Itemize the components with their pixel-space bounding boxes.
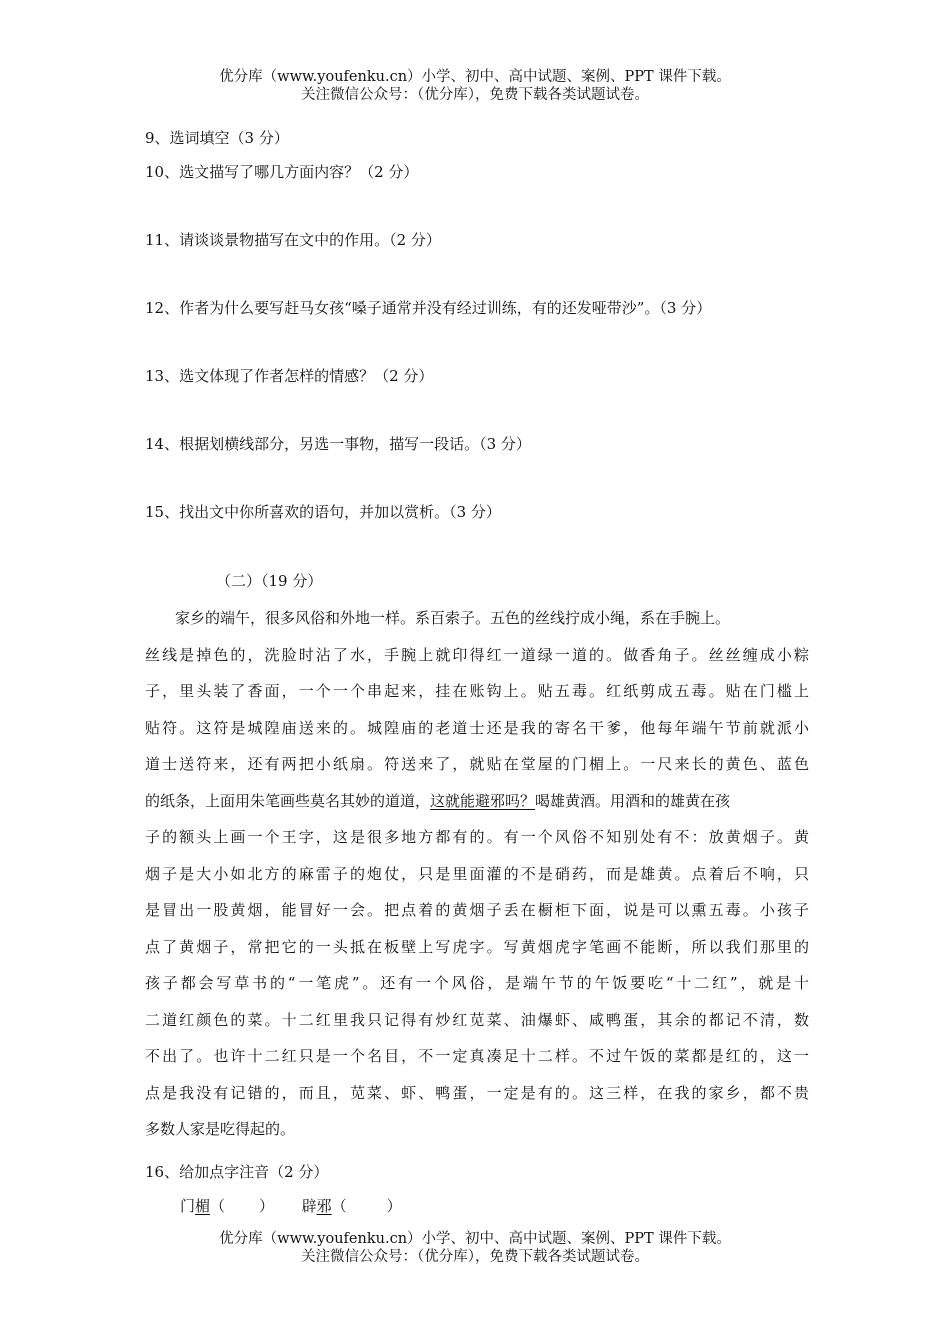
passage-line: 二道红颜色的菜。十二红里我只记得有炒红苋菜、油爆虾、咸鸭蛋，其余的都记不清，数 (145, 1010, 809, 1029)
passage-line: 不出了。也许十二红只是一个名目，不一定真凑足十二样。不过午饭的菜都是红的，这一 (145, 1047, 809, 1065)
paren-open: （ (210, 1197, 226, 1215)
dotted-char: 邪 (316, 1197, 332, 1215)
paren-close: ） (259, 1197, 275, 1215)
passage-line: 家乡的端午，很多风俗和外地一样。系百索子。五色的丝线拧成小绳，系在手腕上。 (145, 609, 731, 627)
header-line-2: 关注微信公众号：（优分库），免费下载各类试题试卷。 (301, 87, 649, 103)
question-15: 15、找出文中你所喜欢的语句，并加以赏析。（3 分） (145, 503, 501, 521)
passage-line: 子，里头装了香面，一个一个串起来，挂在账钩上。贴五毒。红纸剪成五毒。贴在门槛上 (145, 682, 809, 700)
question-13: 13、选文体现了作者怎样的情感？（2 分） (145, 367, 434, 385)
passage-line: 烟子是大小如北方的麻雷子的炮仗，只是里面灌的不是硝药，而是雄黄。点着后不响，只 (145, 864, 809, 883)
passage-line (145, 783, 809, 820)
header-line-1: 优分库（www.youfenku.cn）小学、初中、高中试题、案例、PPT 课件下载。 (219, 69, 731, 85)
dotted-char: 楣 (195, 1197, 211, 1215)
question-14: 14、根据划横线部分，另选一事物，描写一段话。（3 分） (145, 435, 531, 453)
word-char: 门 (180, 1197, 196, 1215)
underlined-phrase: 这就能避邪吗？ (430, 791, 536, 810)
word-char: 辟 (301, 1197, 317, 1215)
question-11: 11、请谈谈景物描写在文中的作用。（2 分） (145, 231, 441, 249)
question-12: 12、作者为什么要写赶马女孩“嗓子通常并没有经过训练，有的还发哑带沙”。（3 分） (145, 299, 712, 317)
paren-close: ） (386, 1197, 402, 1215)
question-9: 9、选词填空（3 分） (145, 129, 289, 147)
passage-line: 丝线是掉色的，洗脸时沾了水，手腕上就印得红一道绿一道的。做香角子。丝丝缠成小粽 (145, 645, 809, 664)
footer-line-2: 关注微信公众号：（优分库），免费下载各类试题试卷。 (301, 1249, 649, 1265)
question-10: 10、选文描写了哪几方面内容？（2 分） (145, 163, 419, 181)
paren-open: （ (331, 1197, 347, 1215)
reading-passage (145, 600, 809, 1148)
section-2-heading: （二）（19 分） (216, 572, 323, 590)
passage-text: 的纸条，上面用朱笔画些莫名其妙的道道， (145, 791, 431, 810)
passage-line: 子的额头上画一个王字，这是很多地方都有的。有一个风俗不知别处有不：放黄烟子。黄 (145, 828, 809, 846)
passage-line: 孩子都会写草书的“一笔虎”。还有一个风俗，是端午节的午饭要吃“十二红”，就是十 (145, 974, 809, 992)
passage-line: 是冒出一股黄烟，能冒好一会。把点着的黄烟子丢在橱柜下面，说是可以熏五毒。小孩子 (145, 901, 809, 919)
question-16: 16、给加点字注音（2 分） (145, 1163, 329, 1181)
passage-line: 贴符。这符是城隍庙送来的。城隍庙的老道士还是我的寄名干爹，他每年端午节前就派小 (145, 718, 809, 737)
footer-line-1: 优分库（www.youfenku.cn）小学、初中、高中试题、案例、PPT 课件下载。 (219, 1231, 731, 1247)
passage-line: 道士送符来，还有两把小纸扇。符送来了，就贴在堂屋的门楣上。一尺来长的黄色、蓝色 (145, 755, 809, 773)
passage-line: 多数人家是吃得起的。 (145, 1120, 296, 1138)
pinyin-fill-row (180, 1196, 402, 1216)
passage-line: 点了黄烟子，常把它的一头抵在板壁上写虎字。写黄烟虎字笔画不能断，所以我们那里的 (145, 937, 809, 956)
passage-line: 点是我没有记错的，而且，苋菜、虾、鸭蛋，一定是有的。这三样，在我的家乡，都不贵 (145, 1083, 809, 1102)
passage-text: 喝雄黄酒。用酒和的雄黄在孩 (535, 791, 731, 810)
